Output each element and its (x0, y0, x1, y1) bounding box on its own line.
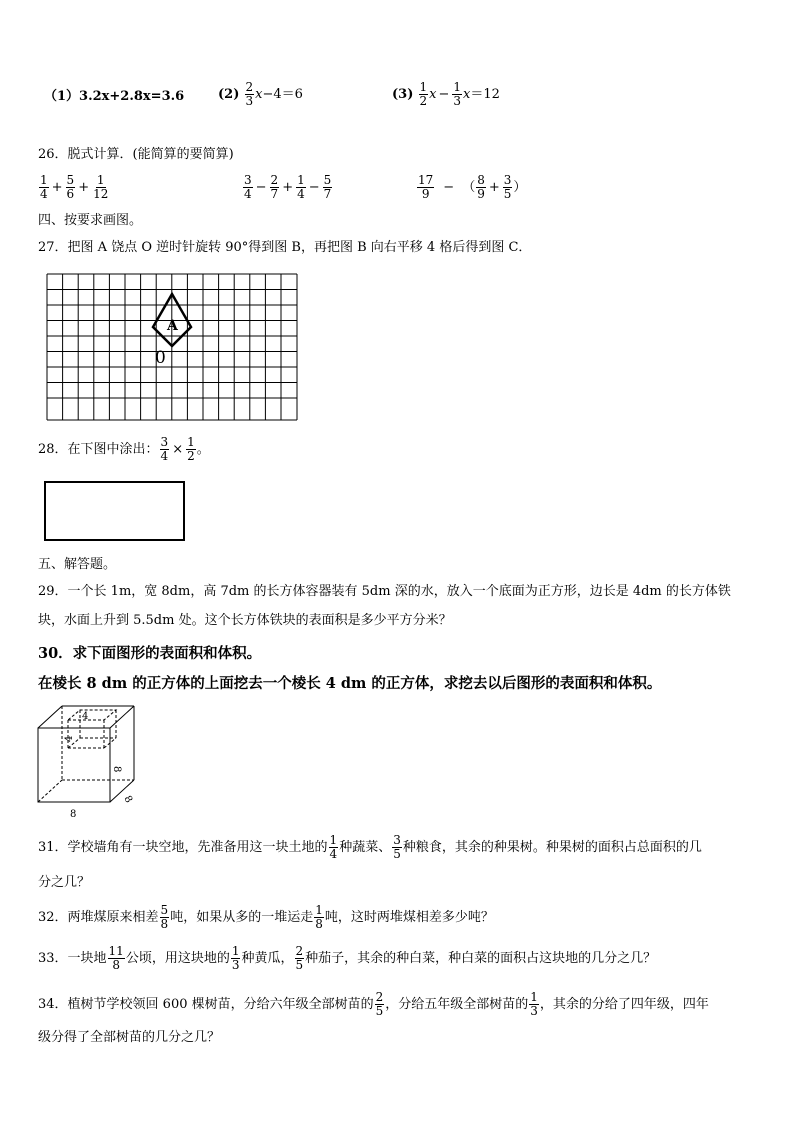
fraction: $\frac{2}{3}$ (245, 80, 254, 108)
dim-left: 4 (64, 735, 75, 742)
question-32: 32．两堆煤原来相差 $\frac{5}{8}$ 吨，如果从多的一堆运走 $\frac{1}{8}$ 吨，这时两堆煤相差多少吨？ (38, 903, 494, 931)
grid-figure (40, 270, 302, 426)
question-31-line-1: 31．学校墙角有一块空地，先准备用这一块土地的 $\frac{1}{4}$ 种蔬菜、 $\frac{3}{5}$ 种粮食，其余的种果树。种果树的面积占总面积的几 (38, 833, 702, 861)
question-26-title: 26．脱式计算．(能简算的要简算) (38, 147, 234, 162)
point-o-label: 0 (155, 348, 166, 368)
dim-bottom: 8 (70, 809, 77, 820)
shading-rectangle (44, 481, 185, 541)
question-29-line-1: 29．一个长 1m，宽 8dm，高 7dm 的长方体容器装有 5dm 深的水，放入一个底面为正方形，边长是 4dm 的长方体铁 (38, 584, 731, 599)
expression-1: $\frac{1}{4}$ + $\frac{5}{6}$ + $\frac{1}{12}$ (40, 173, 109, 201)
section-heading-4: 四、按要求画图。 (38, 213, 143, 228)
question-34-line-2: 级分得了全部树苗的几分之几？ (38, 1030, 221, 1045)
question-27-title: 27．把图 A 饶点 O 逆时针旋转 90°得到图 B，再把图 B 向右平移 4 格后得到图 C． (38, 240, 532, 255)
shape-a-label: A (167, 318, 178, 334)
question-28: 28．在下图中涂出： $\frac{3}{4}$ × $\frac{1}{2}$ 。 (38, 435, 210, 463)
expression-2: $\frac{3}{4}$ − $\frac{2}{7}$ + $\frac{1}{4}$ − $\frac{5}{7}$ (244, 173, 332, 201)
dim-top: 4 (82, 711, 89, 722)
cube-figure (30, 700, 145, 822)
equation-1: （1）3.2x+2.8x=3.6 (44, 89, 185, 104)
fraction: $\frac{1}{3}$ (453, 80, 462, 108)
question-30-title: 30．求下面图形的表面积和体积。 (38, 645, 262, 662)
equation-3: (3) $\frac{1}{2}$ x − $\frac{1}{3}$ x＝12 (392, 80, 500, 108)
expression-3: $\frac{17}{9}$ − （ $\frac{8}{9}$ + $\frac{3}{5}$ ） (418, 173, 527, 201)
fraction: $\frac{1}{2}$ (419, 80, 428, 108)
section-heading-5: 五、解答题。 (38, 557, 117, 572)
question-29-line-2: 块，水面上升到 5.5dm 处。这个长方体铁块的表面积是多少平方分米？ (38, 613, 452, 628)
question-33: 33．一块地 $\frac{11}{8}$ 公顷，用这块地的 $\frac{1}{3}$ 种黄瓜， $\frac{2}{5}$ 种茄子，其余的种白菜，种白菜的面积占这块地的几分之几？ (38, 944, 657, 972)
question-30-description: 在棱长 8 dm 的正方体的上面挖去一个棱长 4 dm 的正方体，求挖去以后图形的表面积和体积。 (38, 675, 662, 692)
dim-right: 8 (111, 766, 122, 773)
equation-2: (2) $\frac{2}{3}$ x−4＝6 (218, 80, 303, 108)
question-34-line-1: 34．植树节学校领回 600 棵树苗，分给六年级全部树苗的 $\frac{2}{5}$ ，分给五年级全部树苗的 $\frac{1}{3}$ ，其余的分给了四年级，四年 (38, 990, 709, 1018)
question-31-line-2: 分之几？ (38, 875, 91, 890)
dim-depth: 8 (121, 794, 135, 806)
